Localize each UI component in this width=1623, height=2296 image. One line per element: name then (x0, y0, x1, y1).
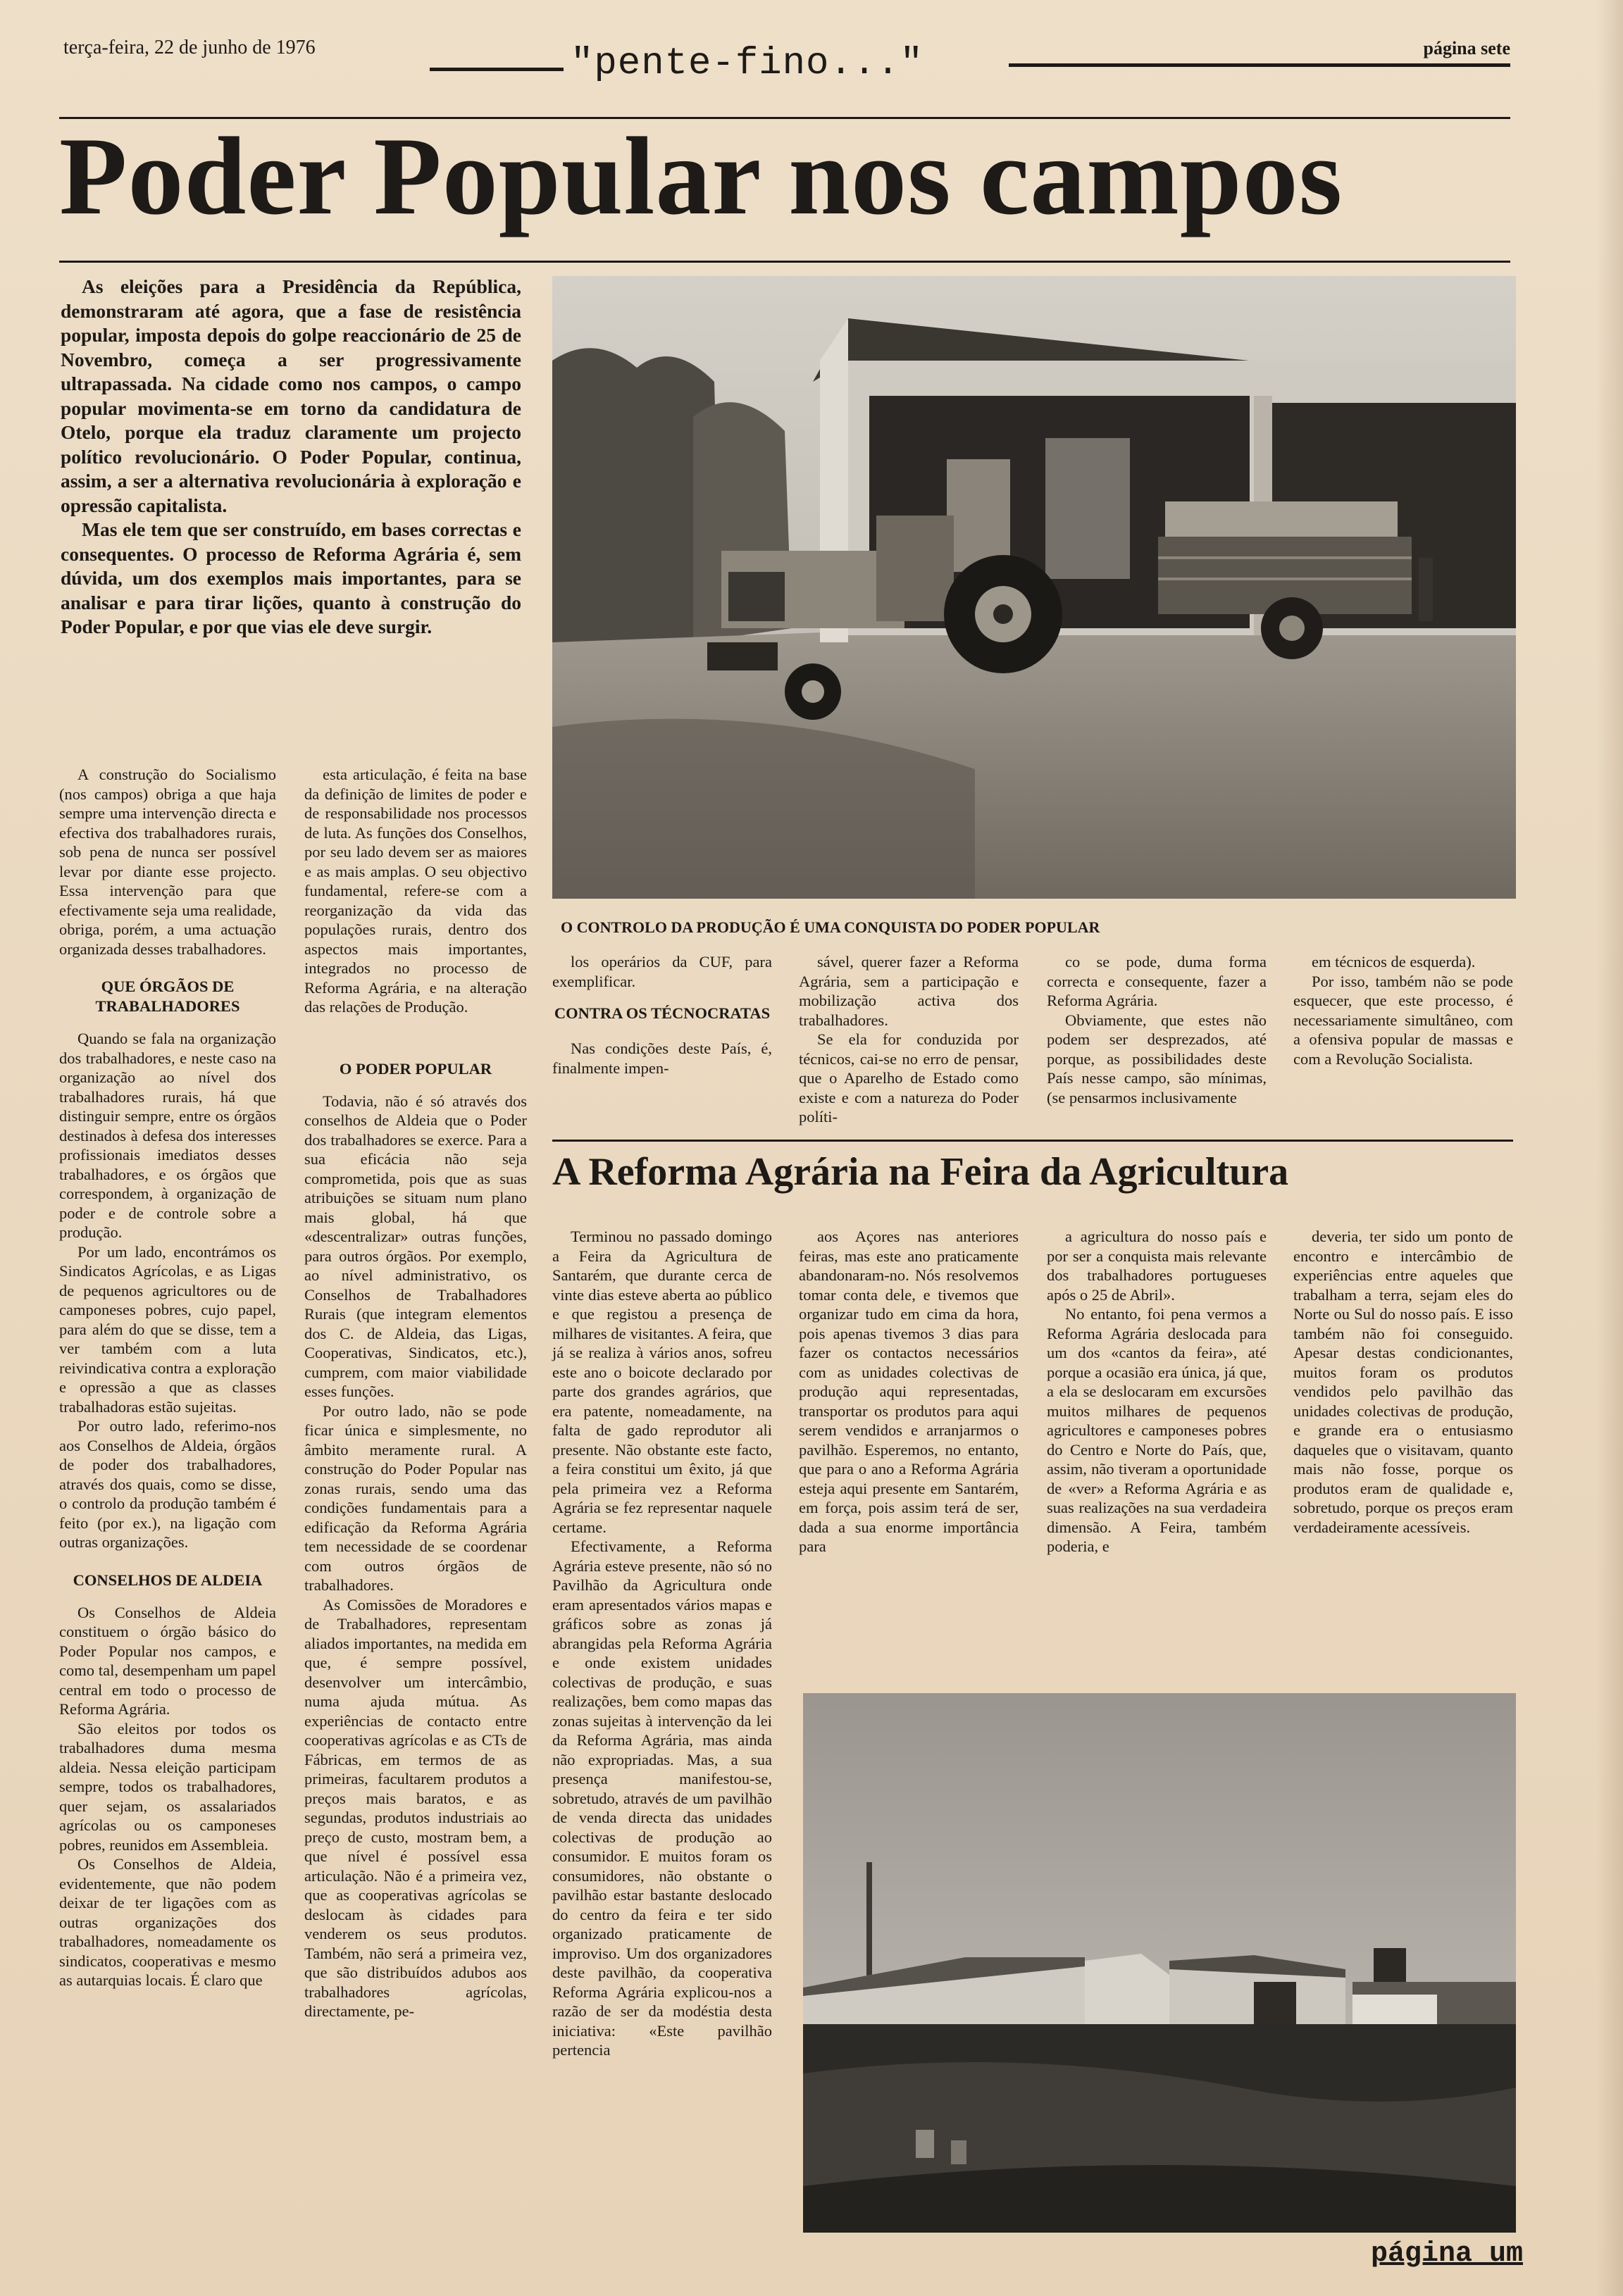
photo-pavilion-illustration (803, 1693, 1516, 2233)
article1-paragraph: los operários da CUF, para exemplificar. (552, 953, 772, 990)
masthead-section-title: "pente-fino..." (571, 42, 924, 85)
article1-column-5 (1047, 952, 1267, 1107)
article1-column-4 (799, 952, 1019, 1127)
article1-paragraph: As Comissões de Moradores e de Trabalhadores, representam aliados importantes, na medida em que, é sempre possível, desenvolver um intercâmbio, numa ajuda mútua. As experiências de contacto entre cooperativas agrícolas e as CTs de Fábricas, em termos de as primeiras, facultarem produtos a preços mais baratos, e as segundas, produtos industriais ao preço de custo, mostram bem, a que nível é possível essa articulação. Não é a primeira vez, que as cooperativas agrícolas se deslocam às cidades para venderem os seus produtos. Também, não será a primeira vez, que são distribuídos adubos aos trabalhadores agrícolas, directamente, pe- (304, 1595, 527, 2020)
article1-paragraph: Quando se fala na organização dos trabalhadores, e neste caso na organização ao nível dos trabalhadores rurais, há que distinguir sempre, entre os órgãos destinados à defesa dos interesses profissionais imediatos desses trabalhadores, e os órgãos que correspondem, à organização de poder e de controle sobre a produção. (59, 1030, 276, 1241)
article2-top-rule (552, 1140, 1513, 1142)
article1-paragraph: em técnicos de esquerda). (1312, 953, 1476, 971)
photo-feira-pavilions (803, 1693, 1516, 2233)
lead-paragraphs (61, 275, 521, 639)
lead-paragraph: Mas ele tem que ser construído, em bases correctas e consequentes. O processo de Reforma Agrária é, sem dúvida, um dos exemplos mais importantes, para se analisar e para tirar lições, quanto à construção do Poder Popular, e por que vias ele deve surgir. (61, 518, 521, 637)
article2-paragraph: a agricultura do nosso país e por ser a conquista mais relevante dos trabalhadores portugueses após o 25 de Abril». (1047, 1228, 1267, 1304)
article2-column-4 (1293, 1227, 1513, 1537)
article1-paragraph: co se pode, duma forma correcta e consequente, fazer a Reforma Agrária. (1047, 953, 1267, 1009)
article2-column-2 (799, 1227, 1019, 1556)
article1-column-3 (552, 952, 772, 1078)
article2-paragraph: No entanto, foi pena vermos a Reforma Agrária deslocada para um dos «cantos da feira», até porque a ocasião era única, já que, a ela se deslocaram em excursões muitos milhares de pequenos agricultores e camponeses pobres do Centro e Norte do País, que, assim, não tiveram a oportunidade de «ver» a Reforma Agrária e as suas realizações na sua verdadeira dimensão. A Feira, também poderia, e (1047, 1305, 1267, 1555)
article1-paragraph: Obviamente, que estes não podem ser desprezados, até porque, as possibilidades deste País nesse campo, são mínimas, (se pensarmos inclusivamente (1047, 1011, 1267, 1106)
subheading-conselhos: CONSELHOS DE ALDEIA (73, 1571, 263, 1589)
masthead-rule-left (430, 68, 564, 71)
article2-paragraph: Efectivamente, a Reforma Agrária esteve presente, não só no Pavilhão da Agricultura onde eram apresentados vários mapas e gráficos sobre as zonas já abrangidas pela Reforma Agrária e onde existem unidades colectivas de produção, e suas realizações, bem como mapas das zonas sujeitas à intervenção da lei da Reforma Agrária, mas ainda não expropriadas. Mas, a sua presença manifestou-se, sobretudo, através de um pavilhão de venda directa das unidades colectivas de produção ao consumidor. E muitos foram os consumidores, não obstante o pavilhão estar bastante deslocado do centro da feira e ter sido organizado praticamente de improviso. Um dos organizadores deste pavilhão, da cooperativa Reforma Agrária explicou-nos a razão de ser da modéstia desta iniciativa: «Este pavilhão pertencia (552, 1537, 772, 2059)
article1-paragraph: Se ela for conduzida por técnicos, cai-se no erro de pensar, que o Aparelho de Estado como existe e com a natureza do Poder políti- (799, 1030, 1019, 1125)
article1-paragraph: Os Conselhos de Aldeia, evidentemente, que não podem deixar de ter ligações com as outras organizações dos trabalhadores, nomeadamente os sindicatos, cooperativas e mesmo as autarquias locais. É claro que (59, 1855, 276, 1989)
masthead-page-label: página sete (1423, 38, 1510, 58)
article1-column-6 (1293, 952, 1513, 1068)
article1-paragraph: Por um lado, encontrámos os Sindicatos Agrícolas, e as Ligas de pequenos agricultores ou de camponeses pobres, cujo papel, para além do que se disse, tem a ver também com a luta reivindicativa contra a exploração e opressão a que as classes trabalhadoras estão sujeitas. (59, 1242, 276, 1416)
article2-headline: A Reforma Agrária na Feira da Agricultura (552, 1150, 1289, 1194)
lead-paragraph: As eleições para a Presidência da República, demonstraram até agora, que a fase de resistência popular, imposta depois do golpe reaccionário de 25 de Novembro, começa a ser progressivamente ultrapassada. Na cidade como nos campos, o campo popular movimenta-se em torno da candidatura de Otelo, porque ela traduz claramente um projecto político revolucionário. O Poder Popular, continua, assim, a ser a alternativa revolucionária à exploração e opressão capitalista. (61, 275, 521, 516)
article1-paragraph: Por outro lado, referimo-nos aos Conselhos de Aldeia, órgãos de poder dos trabalhadores, através dos quais, como se disse, o controlo da produção também é feito (por ex.), na ligação com outras organizações. (59, 1417, 276, 1551)
article1-paragraph: Nas condições deste País, é, finalmente impen- (552, 1040, 772, 1077)
article1-column-1 (59, 765, 276, 1990)
photo-tractor-barn (552, 276, 1516, 899)
article1-paragraph: A construção do Socialismo (nos campos) obriga a que haja sempre uma intervenção directa e efectiva dos trabalhadores rurais, sob pena de nunca ser possível levar por diante esse projecto. Essa intervenção para que efectivamente seja uma realidade, obriga, porém, a uma actuação organizada desses trabalhadores. (59, 766, 276, 958)
article2-paragraph: deveria, ter sido um ponto de encontro e intercâmbio de experiências entre aqueles que trabalham a terra, sejam eles do Norte ou Sul do nosso país. E isso também não foi conseguido. Apesar destas condicionantes, muitos foram os produtos vendidos pelo pavilhão das unidades colectivas de produção, e grande era o entusiasmo daqueles que o visitavam, quanto mais não fosse, porque os produtos eram de qualidade e, sobretudo, porque os preços eram verdadeiramente acessíveis. (1293, 1228, 1513, 1536)
article2-paragraph: Terminou no passado domingo a Feira da Agricultura de Santarém, que durante cerca de vinte dias esteve aberta ao público e que registou a presença de milhares de visitantes. A feira, que já se realiza à vários anos, sofreu este ano o boicote declarado por parte dos grandes agrários, que era patente, nomeadamente, na falta de gado reprodutor ali presente. Não obstante este facto, a feira constitui um êxito, já que pela primeira vez a Reforma Agrária se fez representar naquele certame. (552, 1228, 772, 1536)
photo-tractor-illustration (552, 276, 1516, 899)
article2-column-3 (1047, 1227, 1267, 1556)
article1-paragraph: Por outro lado, não se pode ficar única e simplesmente, no âmbito meramente rural. A construção do Poder Popular nas zonas rurais, sendo uma das condições fundamentais para a edificação da Reforma Agrária tem necessidade de se coordenar com outros órgãos de trabalhadores. (304, 1402, 527, 1594)
article1-paragraph: Por isso, também não se pode esquecer, que este processo, é necessariamente simultâneo, com a ofensiva popular de massas e com a Revolução Socialista. (1293, 972, 1513, 1068)
article1-paragraph: Os Conselhos de Aldeia constituem o órgão básico do Poder Popular nos campos, e como tal, desempenham um papel central em todo o processo de Reforma Agrária. (59, 1603, 276, 1718)
masthead-rule-right (1009, 63, 1510, 67)
article1-paragraph: esta articulação, é feita na base da definição de limites de poder e de responsabilidade nos processos de luta. As funções dos Conselhos, por seu lado devem ser as maiores e as mais amplas. O seu objectivo fundamental, refere-se com a reorganização da vida das populações rurais, dentro dos aspectos mais importantes, integrados no processo de Reforma Agrária, e na alteração das relações de Produção. (304, 766, 527, 1016)
article1-paragraph: sável, querer fazer a Reforma Agrária, sem a participação e mobilização activa dos trabalhadores. (799, 953, 1019, 1029)
article1-paragraph: São eleitos por todos os trabalhadores duma mesma aldeia. Nessa eleição participam sempre, todos os trabalhadores, quer sejam, os assalariados agrícolas ou os camponeses pobres, reunidos em Assembleia. (59, 1719, 276, 1854)
subheading-orgaos: QUE ÓRGÃOS DE TRABALHADORES (95, 978, 240, 1015)
article1-column-2 (304, 765, 527, 2021)
headline-bottom-rule (59, 261, 1510, 263)
article1-paragraph: Todavia, não é só através dos conselhos de Aldeia que o Poder dos trabalhadores se exerce. Para a sua eficácia não seja comprometida, pois que as suas atribuições se situam num plano mais global, há que «descentralizar» outras funções, para outros órgãos. Por exemplo, ao nível administrativo, os Conselhos de Trabalhadores Rurais (que integram elementos dos C. de Aldeia, das Ligas, Cooperativas, Sindicatos, etc.), cumprem, com maior viabilidade esses funções. (304, 1092, 527, 1400)
subheading-tecnocratas: CONTRA OS TÉCNOCRATAS (554, 1004, 771, 1022)
page-edge-shadow (1596, 0, 1623, 2296)
footer-page-link: página um (1370, 2238, 1523, 2270)
article2-column-1 (552, 1227, 772, 2060)
masthead-date: terça-feira, 22 de junho de 1976 (63, 37, 316, 58)
photo1-caption: O CONTROLO DA PRODUÇÃO É UMA CONQUISTA DO PODER POPULAR (561, 918, 1100, 936)
main-headline: Poder Popular nos campos (59, 115, 1343, 238)
subheading-poder-popular: O PODER POPULAR (339, 1059, 492, 1078)
article2-paragraph: aos Açores nas anteriores feiras, mas este ano praticamente abandonaram-no. Nós resolvemos tomar conta dele, e tivemos que organizar tudo em cima da hora, pois apenas tivemos 3 dias para fazer os contactos necessários com as unidades colectivas de produção aqui representadas, transportar os produtos para aqui serem vendidos e arranjarmos o pavilhão. Esperemos, no entanto, que para o ano a Reforma Agrária esteja aqui presente em Santarém, em força, pois assim terá de ser, dada a sua enorme importância para (799, 1228, 1019, 1555)
